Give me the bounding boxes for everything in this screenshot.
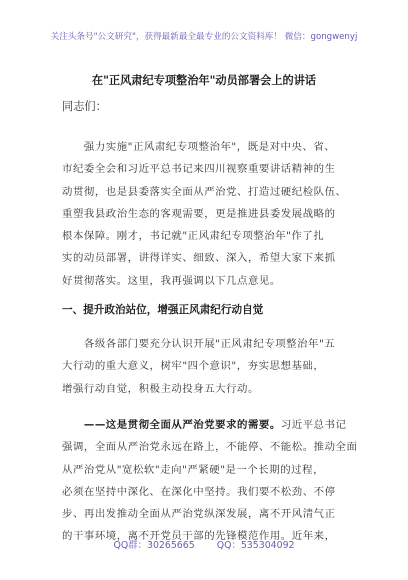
footer-contact — [0, 537, 408, 551]
paragraph-line: 好贯彻落实。这里，我再强调以下几点意见。 — [62, 274, 281, 287]
footer-qq-group: QQ群：30265665 — [113, 540, 195, 551]
paragraph-line: 市纪委全会和习近平总书记来四川视察重要讲话精神的生 — [62, 163, 336, 176]
paragraph-lead: ——这是贯彻全面从严治党要求的需要。 — [62, 419, 281, 431]
paragraph-line: 必须在坚持中深化、在深化中坚持。我们要不松劲、不停 — [62, 485, 336, 498]
paragraph-line: 强调，全面从严治党永远在路上，不能停、不能松。推动全面 — [62, 441, 358, 454]
paragraph-line: 动贯彻，也是县委落实全面从严治党、打造过硬纪检队伍、 — [62, 185, 347, 198]
paragraph-line: 重塑我县政治生态的客观需要，更是推进县委发展战略的 — [62, 207, 336, 220]
footer-qq: QQ：535304092 — [216, 540, 295, 551]
paragraph-lead-rest: 习近平总书记 — [280, 419, 347, 431]
section-heading-1: 一、提升政治站位，增强正风肃纪行动自觉 — [62, 304, 264, 316]
paragraph-3 — [62, 414, 358, 548]
paragraph-line: 强力实施"正风肃纪专项整治年"，既是对中央、省、 — [62, 141, 336, 153]
paragraph-line: 根本保障。刚才，书记就"正风肃纪专项整治年"作了扎 — [62, 230, 325, 243]
paragraph-line: 的干事环境，离不开党员干部的先锋模范作用。近年来， — [62, 530, 336, 543]
paragraph-line: 各级各部门要充分认识开展"正风肃纪专项整治年"五 — [62, 338, 336, 350]
header-banner: 关注头条号"公文研究"，获得最新最全最专业的公文资料库！ 微信：gongwenyj — [50, 32, 358, 42]
paragraph-line: 步、再出发推动全面从严治党纵深发展，离不开风清气正 — [62, 508, 336, 521]
document-title: 在"正风肃纪专项整治年"动员部署会上的讲话 — [91, 74, 317, 87]
salutation: 同志们： — [62, 100, 107, 113]
paragraph-line — [62, 414, 352, 436]
paragraph-1 — [62, 136, 352, 292]
paragraph-line: 实的动员部署，讲得详实、细致、深入，希望大家下来抓 — [62, 252, 336, 265]
paragraph-2 — [62, 333, 352, 400]
paragraph-line: 增强行动自觉，积极主动投身五大行动。 — [62, 382, 259, 395]
paragraph-line: 大行动的重大意义，树牢"四个意识"，夯实思想基础， — [62, 360, 325, 373]
paragraph-line: 从严治党从"宽松软"走向"严紧硬"是一个长期的过程， — [62, 463, 325, 476]
